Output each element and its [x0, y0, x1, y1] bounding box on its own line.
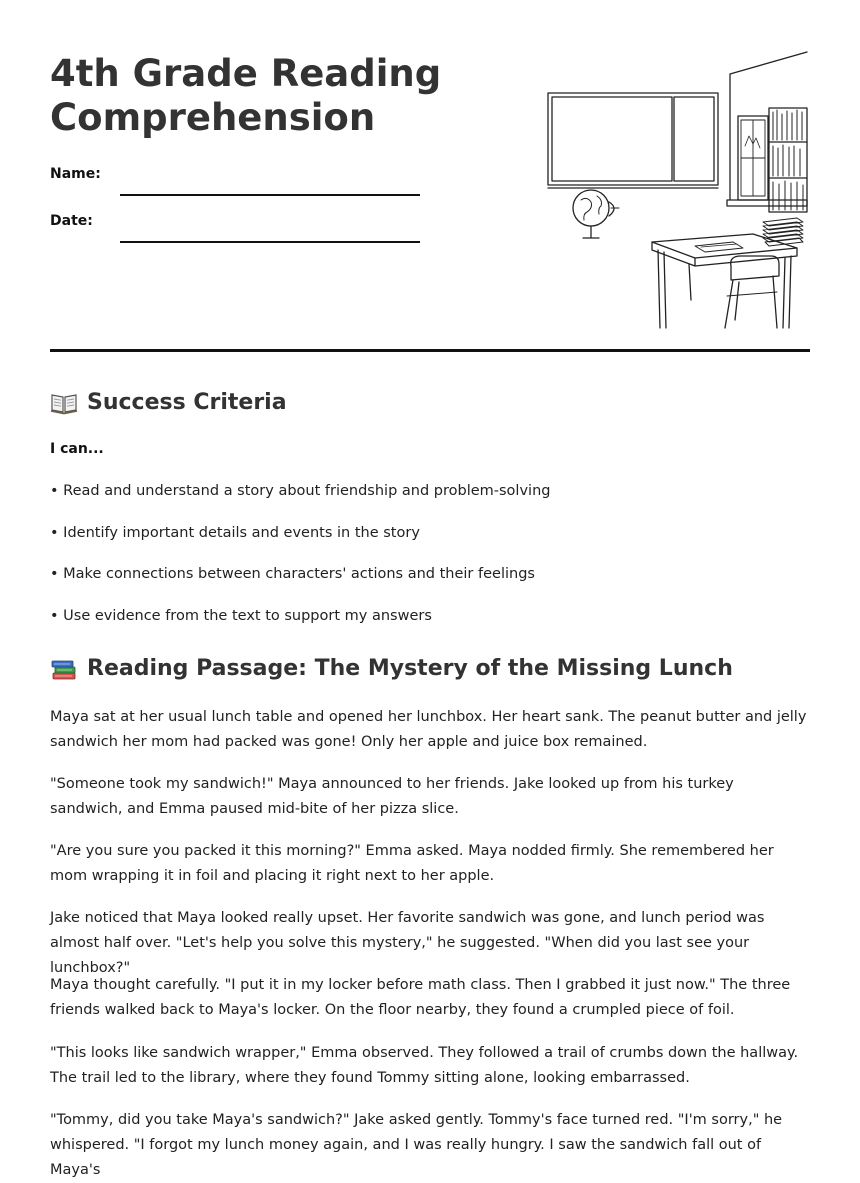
name-field[interactable] — [50, 166, 420, 190]
reading-passage-title: Reading Passage: The Mystery of the Missing Lunch — [87, 656, 733, 681]
header-divider — [50, 349, 810, 352]
criteria-item: • Make connections between characters' actions and their feelings — [50, 566, 535, 582]
date-label: Date: — [50, 213, 93, 229]
classroom-illustration — [545, 50, 810, 332]
passage-paragraph: "Are you sure you packed it this morning?" Emma asked. Maya nodded firmly. She remembered her mom wrapping it in foil and placing it right next to her apple. — [50, 843, 774, 884]
name-label: Name: — [50, 166, 101, 182]
name-line[interactable] — [120, 194, 420, 196]
date-field[interactable] — [50, 213, 420, 237]
passage-paragraph: Maya sat at her usual lunch table and opened her lunchbox. Her heart sank. The peanut butter and jelly sandwich her mom had packed was gone! Only her apple and juice box remained. — [50, 709, 807, 750]
success-criteria-title: Success Criteria — [87, 390, 287, 415]
title-line-1: 4th Grade Reading — [50, 52, 442, 95]
i-can-label: I can... — [50, 441, 104, 457]
passage-paragraph: "This looks like sandwich wrapper," Emma observed. They followed a trail of crumbs down the hallway. The trail led to the library, where they found Tommy sitting alone, looking embarrassed. — [50, 1045, 799, 1086]
passage-paragraph: "Someone took my sandwich!" Maya announced to her friends. Jake looked up from his turkey sandwich, and Emma paused mid-bite of her pizza slice. — [50, 776, 734, 817]
date-line[interactable] — [120, 241, 420, 243]
criteria-item: • Read and understand a story about friendship and problem-solving — [50, 483, 551, 499]
criteria-item: • Use evidence from the text to support my answers — [50, 608, 432, 624]
reading-passage-heading — [50, 656, 733, 681]
passage-paragraph: "Tommy, did you take Maya's sandwich?" Jake asked gently. Tommy's face turned red. "I'm sorry," he whispered. "I forgot my lunch money again, and I was really hungry. I saw the sandwich fall out of Maya's — [50, 1112, 783, 1178]
page-title — [50, 52, 520, 140]
success-criteria-heading — [50, 390, 287, 415]
open-book-icon — [50, 391, 78, 415]
criteria-item: • Identify important details and events in the story — [50, 525, 420, 541]
passage-paragraph: Jake noticed that Maya looked really upset. Her favorite sandwich was gone, and lunch period was almost half over. "Let's help you solve this mystery," he suggested. "When did you last see your lunchbox?" — [50, 910, 765, 976]
title-line-2: Comprehension — [50, 96, 376, 139]
passage-paragraph: Maya thought carefully. "I put it in my locker before math class. Then I grabbed it just now." The three friends walked back to Maya's locker. On the floor nearby, they found a crumpled piece of foil. — [50, 977, 791, 1018]
stacked-books-icon — [50, 657, 78, 681]
